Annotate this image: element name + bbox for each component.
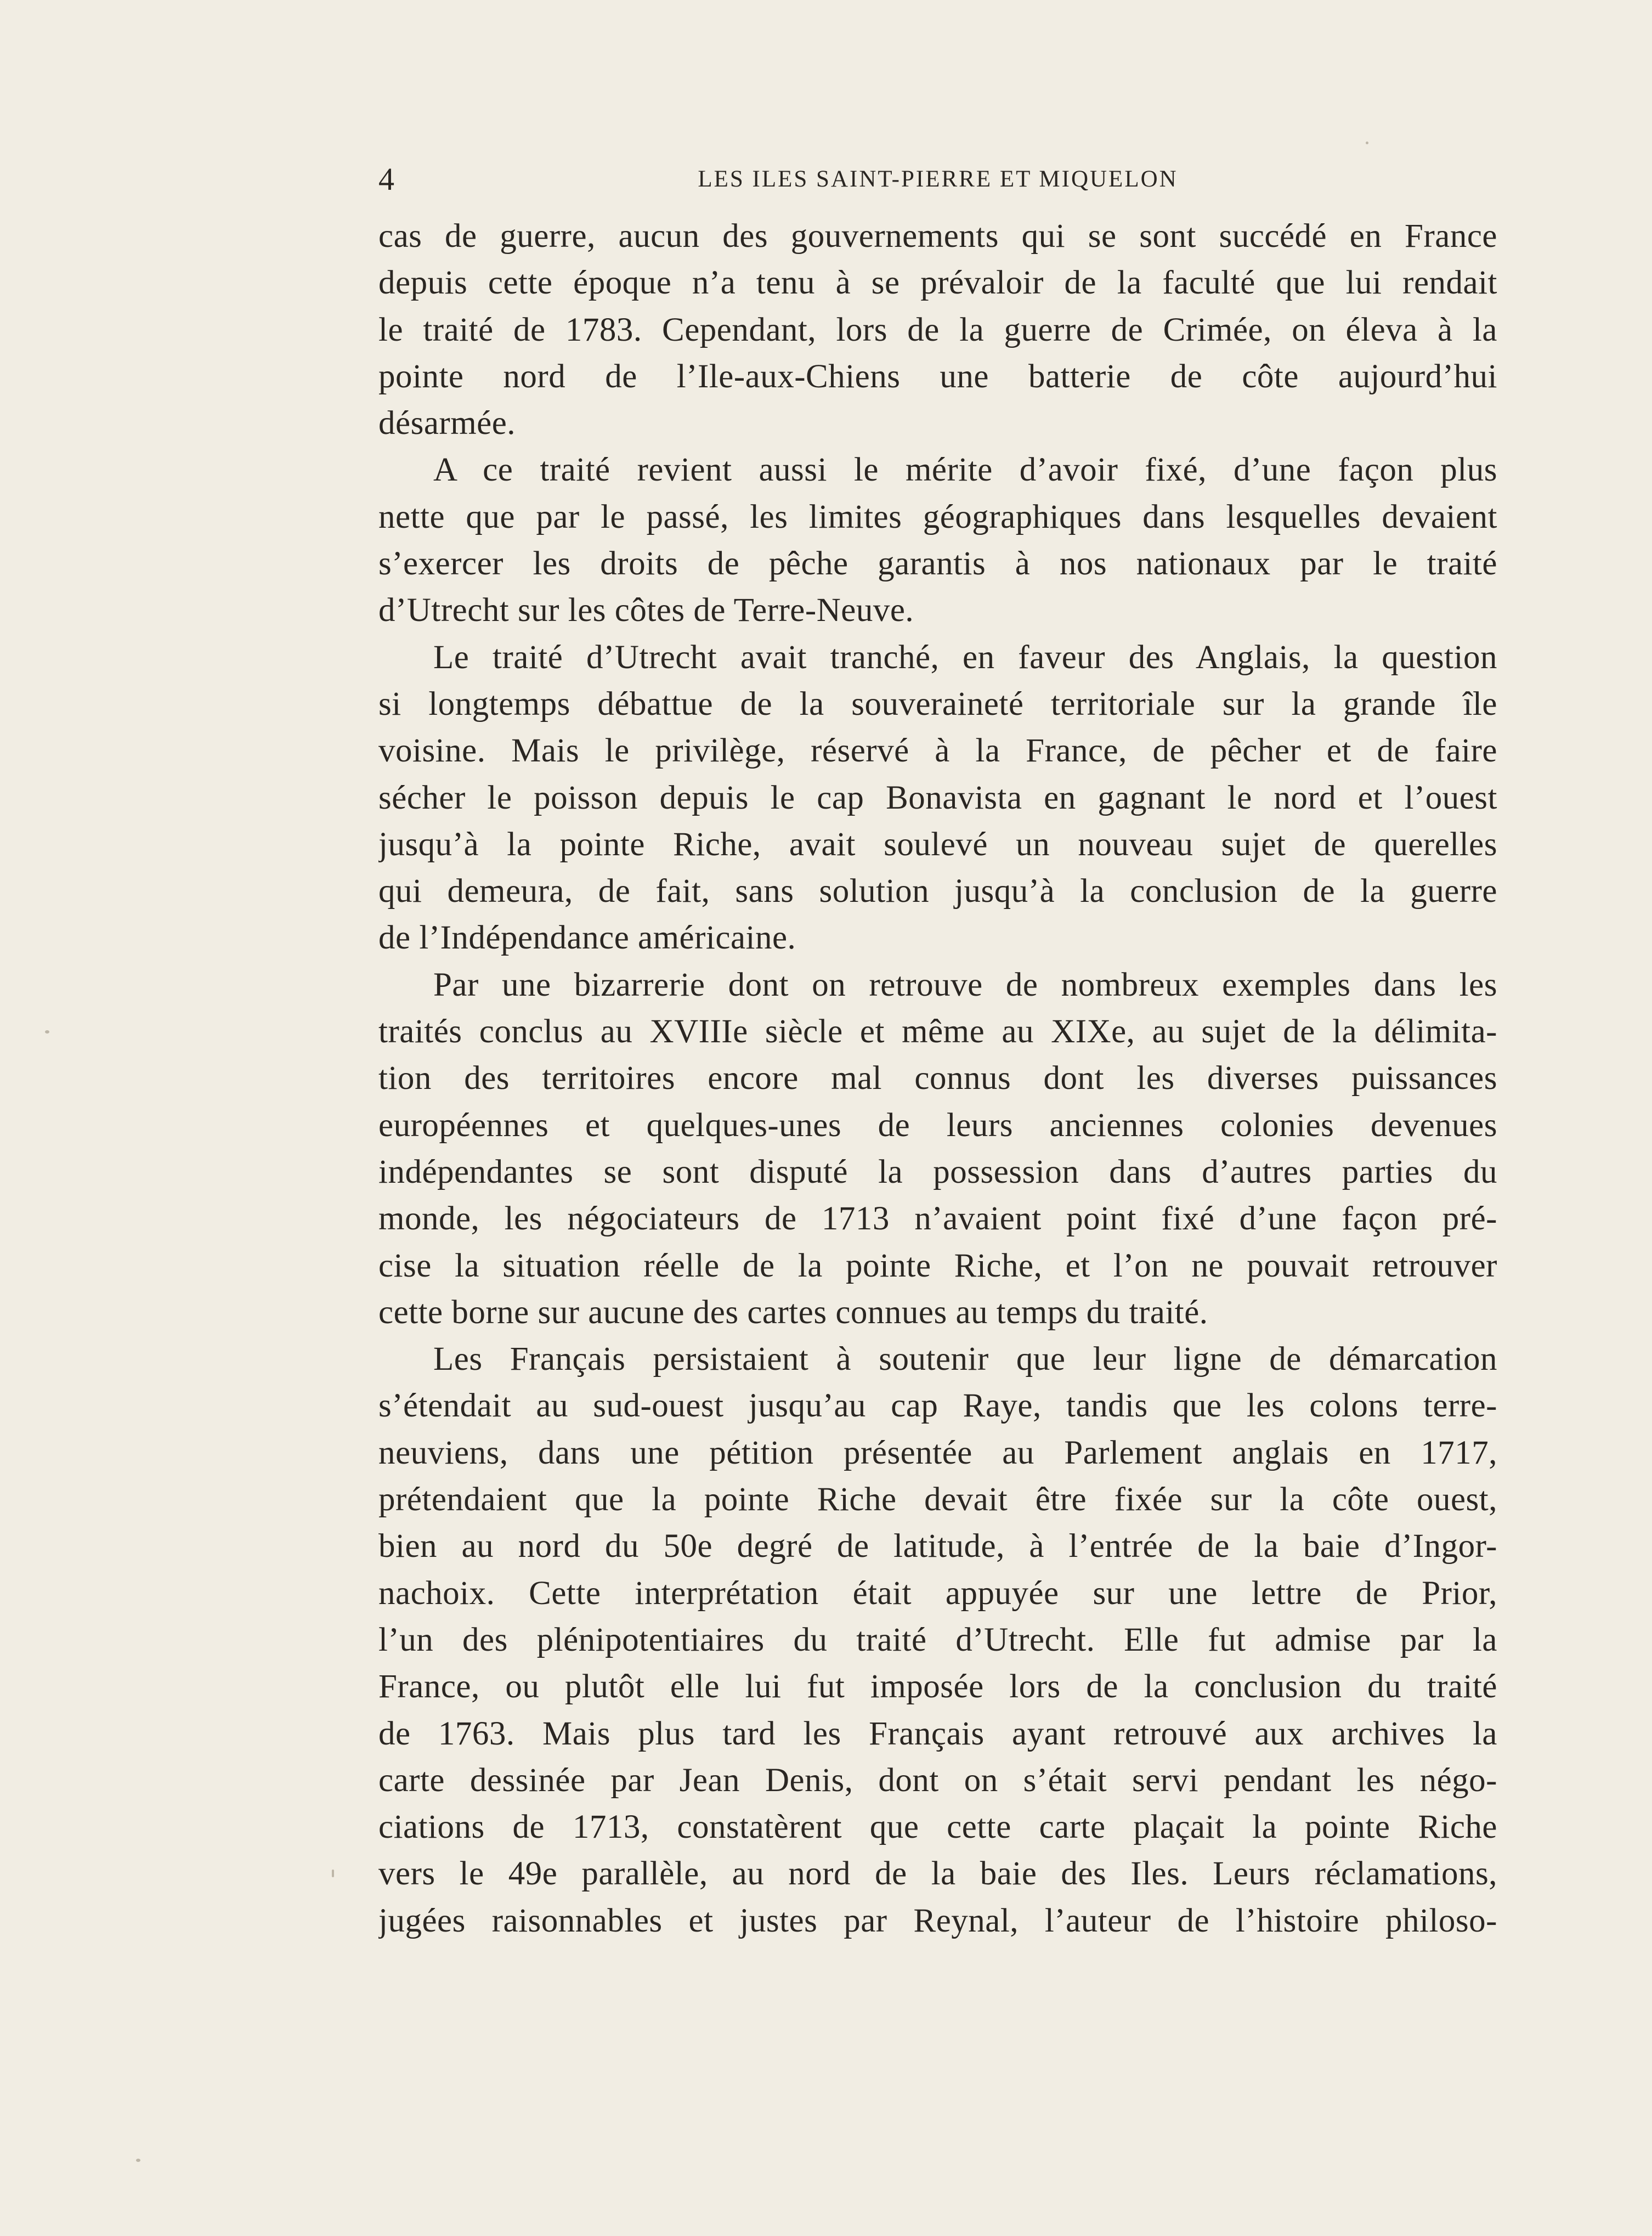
text-line: qui demeura, de fait, sans solution jusqu’à la conclusion de la guerre xyxy=(378,873,1497,910)
text-line: ciations de 1713, constatèrent que cette carte plaçait la pointe Riche xyxy=(378,1809,1497,1846)
paper-speck xyxy=(136,2159,140,2162)
body-text xyxy=(378,213,1497,1944)
text-line: désarmée. xyxy=(378,405,516,442)
text-line: jugées raisonnables et justes par Reynal, l’auteur de l’histoire philoso- xyxy=(378,1902,1497,1939)
text-line: s’étendait au sud-ouest jusqu’au cap Raye, tandis que les colons terre- xyxy=(378,1387,1497,1425)
text-line: cise la situation réelle de la pointe Riche, et l’on ne pouvait retrouver xyxy=(378,1247,1497,1284)
text-line: de l’Indépendance américaine. xyxy=(378,919,796,957)
text-line: si longtemps débattue de la souveraineté territoriale sur la grande île xyxy=(378,685,1497,722)
text-line: vers le 49e parallèle, au nord de la baie des Iles. Leurs réclamations, xyxy=(378,1855,1497,1893)
text-line: prétendaient que la pointe Riche devait être fixée sur la côte ouest, xyxy=(378,1481,1497,1518)
text-line: indépendantes se sont disputé la possession dans d’autres parties du xyxy=(378,1153,1497,1190)
text-line: cette borne sur aucune des cartes connues au temps du traité. xyxy=(378,1294,1208,1331)
text-line: nachoix. Cette interprétation était appuyée sur une lettre de Prior, xyxy=(378,1574,1497,1612)
text-line: de 1763. Mais plus tard les Français ayant retrouvé aux archives la xyxy=(378,1715,1497,1752)
paper-speck xyxy=(332,1870,334,1877)
text-line: voisine. Mais le privilège, réservé à la France, de pêcher et de faire xyxy=(378,732,1497,770)
text-line: cas de guerre, aucun des gouvernements qui se sont succédé en France xyxy=(378,218,1497,255)
text-line: bien au nord du 50e degré de latitude, à l’entrée de la baie d’Ingor- xyxy=(378,1528,1497,1565)
text-line: l’un des plénipotentiaires du traité d’Utrecht. Elle fut admise par la xyxy=(378,1621,1497,1658)
text-line: traités conclus au XVIIIe siècle et même au XIXe, au sujet de la délimita- xyxy=(378,1013,1497,1051)
paragraph xyxy=(378,213,1497,447)
text-line: Les Français persistaient à soutenir que leur ligne de démarcation xyxy=(433,1341,1497,1378)
text-line: européennes et quelques-unes de leurs anciennes colonies devenues xyxy=(378,1106,1497,1144)
text-line: monde, les négociateurs de 1713 n’avaient point fixé d’une façon pré- xyxy=(378,1200,1497,1238)
text-line: France, ou plutôt elle lui fut imposée lors de la conclusion du traité xyxy=(378,1668,1497,1706)
paper-speck xyxy=(1366,142,1368,144)
text-line: jusqu’à la pointe Riche, avait soulevé un nouveau sujet de querelles xyxy=(378,826,1497,863)
text-line: Le traité d’Utrecht avait tranché, en faveur des Anglais, la question xyxy=(433,639,1497,676)
text-line: le traité de 1783. Cependant, lors de la guerre de Crimée, on éleva à la xyxy=(378,311,1497,348)
text-line: d’Utrecht sur les côtes de Terre-Neuve. xyxy=(378,592,914,629)
text-line: carte dessinée par Jean Denis, dont on s’était servi pendant les négo- xyxy=(378,1761,1497,1799)
paragraph xyxy=(378,1336,1497,1944)
text-line: pointe nord de l’Ile-aux-Chiens une batterie de côte aujourd’hui xyxy=(378,358,1497,395)
paragraph xyxy=(378,447,1497,634)
paragraph xyxy=(378,634,1497,962)
text-line: depuis cette époque n’a tenu à se prévaloir de la faculté que lui rendait xyxy=(378,264,1497,302)
text-line: nette que par le passé, les limites géographiques dans lesquelles devaient xyxy=(378,498,1497,535)
text-line: Par une bizarrerie dont on retrouve de nombreux exemples dans les xyxy=(433,966,1497,1003)
text-line: neuviens, dans une pétition présentée au Parlement anglais en 1717, xyxy=(378,1434,1497,1471)
text-line: A ce traité revient aussi le mérite d’avoir fixé, d’une façon plus xyxy=(433,451,1497,489)
page-number: 4 xyxy=(378,161,394,197)
text-line: sécher le poisson depuis le cap Bonavista en gagnant le nord et l’ouest xyxy=(378,779,1497,816)
page-header xyxy=(378,155,1497,204)
running-head: LES ILES SAINT-PIERRE ET MIQUELON xyxy=(698,166,1178,192)
paragraph xyxy=(378,962,1497,1336)
text-line: s’exercer les droits de pêche garantis à nos nationaux par le traité xyxy=(378,545,1497,583)
text-line: tion des territoires encore mal connus dont les diverses puissances xyxy=(378,1060,1497,1097)
paper-speck xyxy=(45,1030,49,1034)
